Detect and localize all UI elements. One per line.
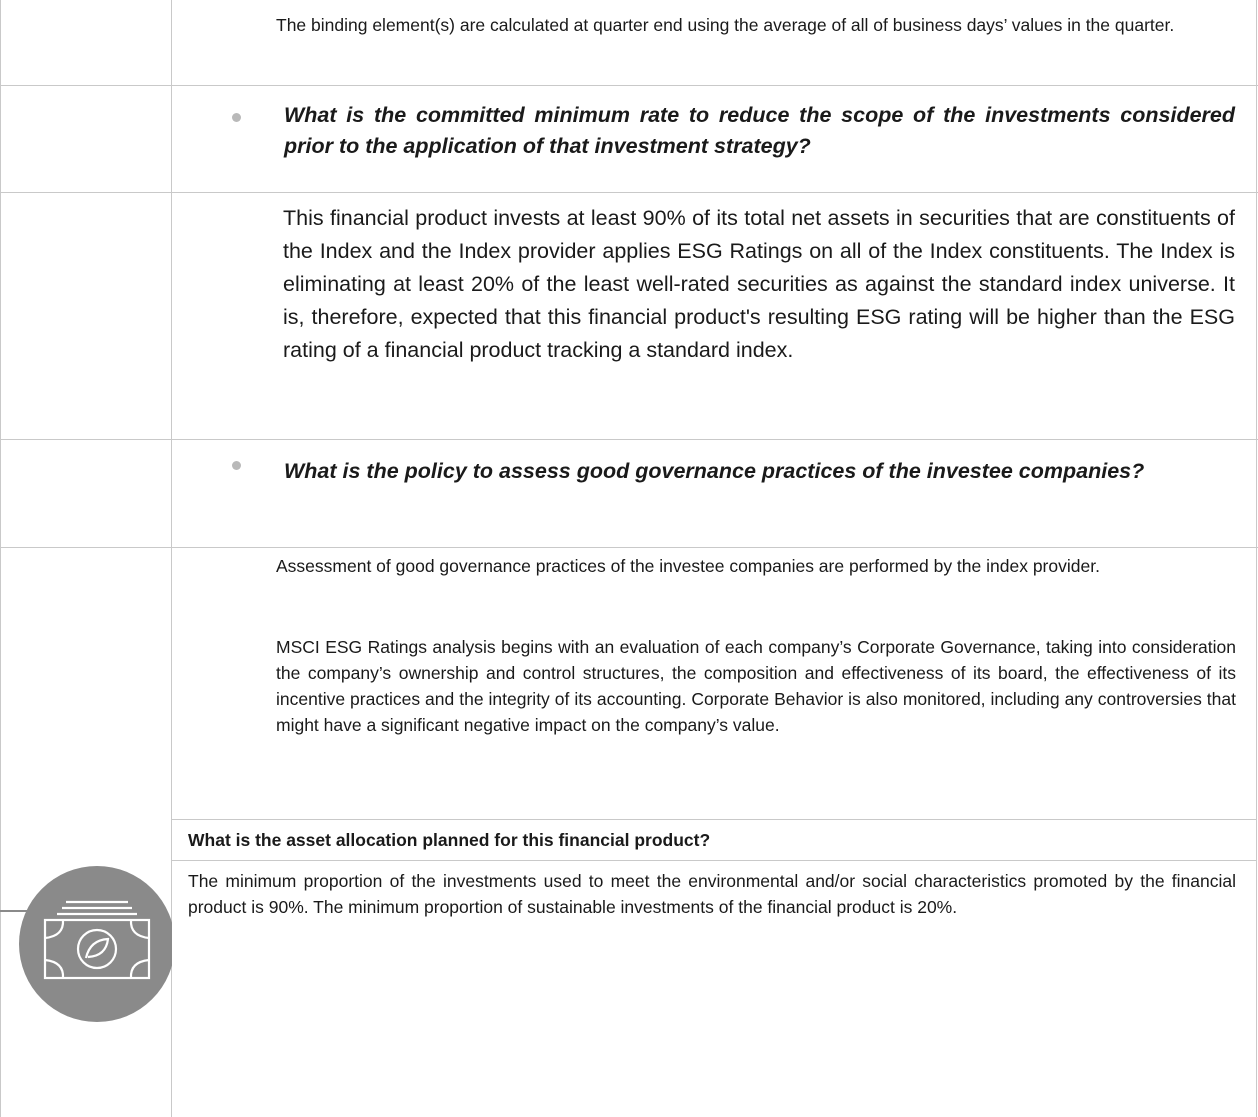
asset-allocation-heading: What is the asset allocation planned for this financial product? [188,830,711,850]
row-divider [0,439,1258,440]
bullet-icon [232,113,241,122]
answer-governance-p1: Assessment of good governance practices of the investee companies are performed by the index provider. [276,556,1100,576]
row-divider [172,860,1256,861]
answer-min-rate: This financial product invests at least 90% of its total net assets in securities that are constituents of the Index and the Index provider applies ESG Ratings on all of the Index constituents. The Index is eliminating at least 20% of the least well-rated securities as against the standard index universe. It is, therefore, expected that this financial product's resulting ESG rating will be higher than the ESG rating of a financial product tracking a standard index. [283,206,1235,362]
answer-governance-p2: MSCI ESG Ratings analysis begins with an evaluation of each company’s Corporate Governance, taking into consideration the company’s ownership and control structures, the composition and effectiveness of its board, the effectiveness of its incentive practices and the integrity of its accounting. Corporate Behavior is also monitored, including any controversies that might have a significant negative impact on the company’s value. [276,637,1236,735]
bullet-icon [232,461,241,470]
question-min-rate: What is the committed minimum rate to reduce the scope of the investments considered prior to the application of that investment strategy? [284,103,1235,158]
asset-allocation-heading-row [188,827,1248,853]
question-row [284,100,1235,162]
binding-elements-text: The binding element(s) are calculated at quarter end using the average of all of business days’ values in the quarter. [276,15,1175,35]
banknote-leaf-icon [0,822,172,1067]
row-divider [0,547,1258,548]
answer-row [283,202,1235,367]
answer-row [276,553,1236,738]
asset-allocation-text: The minimum proportion of the investments used to meet the environmental and/or social characteristics promoted by the financial product is 90%. The minimum proportion of sustainable investments of the financial product is 20%. [188,871,1236,917]
row-divider [172,819,1256,820]
row-divider [0,85,1258,86]
right-border [1256,0,1257,1117]
question-governance: What is the policy to assess good governance practices of the investee companies? [284,459,1145,483]
binding-elements-row [276,12,1236,38]
row-divider [0,192,1258,193]
asset-allocation-row [188,868,1236,920]
question-row [284,456,1235,487]
